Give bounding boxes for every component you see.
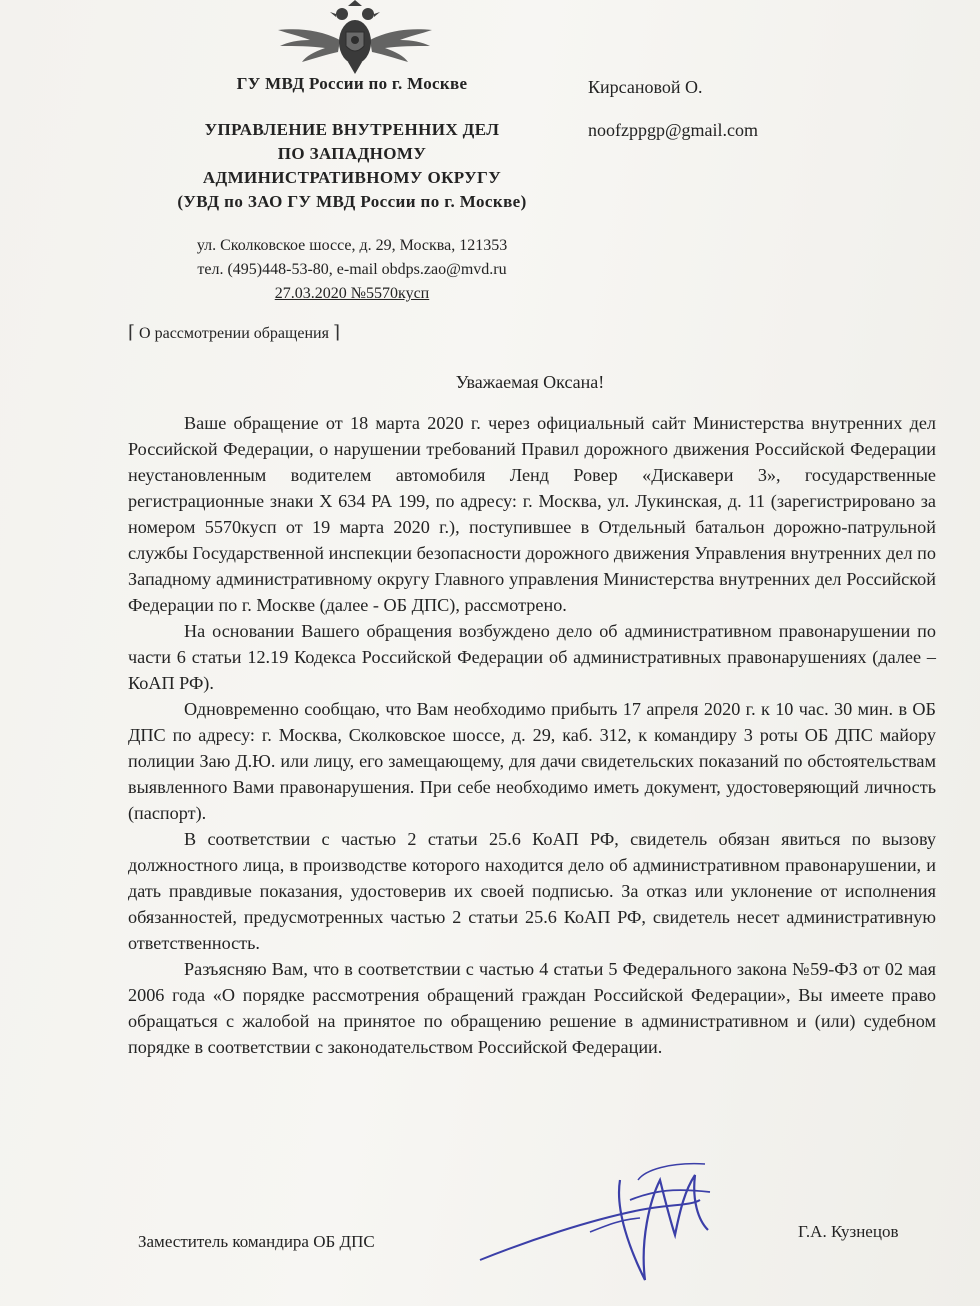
signer-position: Заместитель командира ОБ ДПС [138,1232,375,1251]
body-paragraph: Ваше обращение от 18 марта 2020 г. через официальный сайт Министерства внутренних дел Российской Федерации, о нарушении требований Правил дорожного движения Российской Федерации неустановленным водителем автомобиля Ленд Ровер «Дискавери 3», государственные регистрационные знаки Х 634 РА 199, по адресу: г. Москва, ул. Лукинская, д. 11 (зарегистрировано за номером 5570кусп от 19 марта 2020 г.), поступившее в Отдельный батальон дорожно-патрульной службы Государственной инспекции безопасности дорожного движения Управления внутренних дел по Западному административному округу Главного управления Министерства внутренних дел Российской Федерации по г. Москве (далее - ОБ ДПС), рассмотрено. [128,413,936,615]
body-paragraph: На основании Вашего обращения возбуждено дело об административном правонарушении по части 6 статьи 12.19 Кодекса Российской Федерации об административных правонарушениях (далее – КоАП РФ). [128,621,936,693]
sender-address-block [132,234,572,306]
handwritten-signature-icon [470,1140,740,1290]
body-paragraph: Одновременно сообщаю, что Вам необходимо прибыть 17 апреля 2020 г. к 10 час. 30 мин. в ОБ ДПС по адресу: г. Москва, Сколковское шоссе, д. 29, каб. 312, к командиру 3 роты ОБ ДПС майору полиции Заю Д.Ю. или лицу, его замещающему, для дачи свидетельских показаний по обстоятельствам выявленного Вами правонарушения. При себе необходимо иметь документ, удостоверяющий личность (паспорт). [128,699,936,823]
registration-number: 27.03.2020 №5570кусп [274,285,430,302]
body-paragraph: В соответствии с частью 2 статьи 25.6 КоАП РФ, свидетель обязан явиться по вызову должностного лица, в производстве которого находится дело об административном правонарушении, и дать правдивые показания, удостоверив их своей подписью. За отказ или уклонение от исполнения обязанностей, предусмотренных частью 2 статьи 25.6 КоАП РФ, свидетель несет административную ответственность. [128,829,936,953]
department-line: (УВД по ЗАО ГУ МВД России по г. Москве) [177,192,527,211]
greeting: Уважаемая Оксана! [455,372,605,392]
department-line: УПРАВЛЕНИЕ ВНУТРЕННИХ ДЕЛ [204,120,500,139]
recipient-block [588,77,758,141]
signer-name: Г.А. Кузнецов [798,1222,899,1241]
ministry-name: ГУ МВД России по г. Москве [236,74,468,93]
sender-contacts: тел. (495)448-53-80, e-mail obdps.zao@mvd.ru [197,261,507,278]
body-paragraph: Разъясняю Вам, что в соответствии с частью 4 статьи 5 Федерального закона №59-ФЗ от 02 мая 2006 года «О порядке рассмотрения обращений граждан Российской Федерации», Вы имеете право обращаться с жалобой на принятое по обращению решение в административном и (или) судебном порядке в соответствии с законодательством Российской Федерации. [128,959,936,1057]
letter-body [128,410,936,1060]
recipient-email: noofzppgp@gmail.com [588,120,759,140]
department-line: АДМИНИСТРАТИВНОМУ ОКРУГУ [202,168,502,187]
department-line: ПО ЗАПАДНОМУ [277,144,427,163]
subject-bracket-close: ⌉ [332,322,340,342]
recipient-name: Кирсановой О. [588,77,703,97]
sender-letterhead [132,74,572,306]
subject-bracket-open: ⌈ [128,322,136,342]
subject-line [128,322,340,343]
subject-text: О рассмотрении обращения [139,325,329,342]
department-name [132,118,572,214]
double-headed-eagle-emblem-icon [270,0,440,75]
sender-address: ул. Сколковское шоссе, д. 29, Москва, 121353 [196,237,508,254]
